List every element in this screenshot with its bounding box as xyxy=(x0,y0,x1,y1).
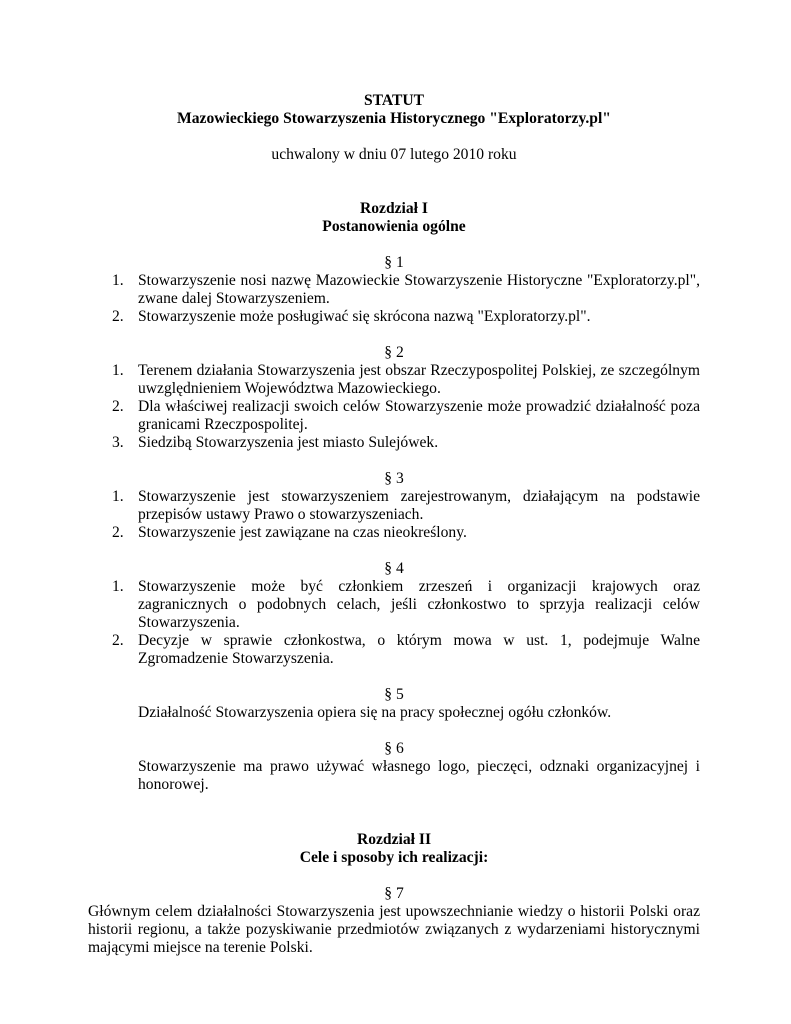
section-2-list xyxy=(88,362,700,452)
section-3-mark: § 3 xyxy=(384,470,404,487)
document-page xyxy=(88,92,700,957)
item-text: Stowarzyszenie może posługiwać się skrócona nazwą "Exploratorzy.pl". xyxy=(138,308,591,325)
chapter-1-subtitle: Postanowienia ogólne xyxy=(322,218,466,235)
item-text: Stowarzyszenie może być członkiem zrzeszeń i organizacji krajowych oraz zagranicznych o podobnych celach, jeśli członkostwo to sprzyja realizacji celów Stowarzyszenia. xyxy=(138,578,700,631)
section-1-mark: § 1 xyxy=(384,254,404,271)
section-4-mark: § 4 xyxy=(384,560,404,577)
item-number: 1. xyxy=(112,362,124,379)
section-7-mark: § 7 xyxy=(384,885,404,902)
section-3-list xyxy=(88,488,700,542)
section-5-mark: § 5 xyxy=(384,686,404,703)
item-number: 2. xyxy=(112,524,124,541)
item-number: 2. xyxy=(112,308,124,325)
chapter-2 xyxy=(88,831,700,957)
item-number: 2. xyxy=(112,398,124,415)
document-title: STATUT xyxy=(363,92,425,109)
list-item xyxy=(88,272,700,308)
list-item xyxy=(88,524,700,542)
item-number: 2. xyxy=(112,632,124,649)
list-item xyxy=(88,434,700,452)
list-item xyxy=(88,398,700,434)
chapter-2-title: Rozdział II xyxy=(356,831,432,848)
item-number: 1. xyxy=(112,272,124,289)
chapter-2-subtitle: Cele i sposoby ich realizacji: xyxy=(299,849,489,866)
list-item xyxy=(88,308,700,326)
section-5-text: Działalność Stowarzyszenia opiera się na pracy społecznej ogółu członków. xyxy=(138,704,612,721)
section-2-mark: § 2 xyxy=(384,344,404,361)
item-number: 3. xyxy=(112,434,124,451)
item-text: Terenem działania Stowarzyszenia jest obszar Rzeczypospolitej Polskiej, ze szczególnym uwzględnieniem Województwa Mazowieckiego. xyxy=(138,362,700,397)
item-text: Stowarzyszenie jest zawiązane na czas nieokreślony. xyxy=(138,524,467,541)
item-text: Dla właściwej realizacji swoich celów Stowarzyszenie może prowadzić działalność poza granicami Rzeczpospolitej. xyxy=(138,398,700,433)
section-1-list xyxy=(88,272,700,326)
item-text: Stowarzyszenie jest stowarzyszeniem zarejestrowanym, działającym na podstawie przepisów ustawy Prawo o stowarzyszeniach. xyxy=(138,488,700,523)
item-number: 1. xyxy=(112,578,124,595)
list-item xyxy=(88,632,700,668)
list-item xyxy=(88,488,700,524)
section-4-list xyxy=(88,578,700,668)
item-text: Decyzje w sprawie członkostwa, o którym mowa w ust. 1, podejmuje Walne Zgromadzenie Stowarzyszenia. xyxy=(138,632,700,667)
section-7-text: Głównym celem działalności Stowarzyszenia jest upowszechnianie wiedzy o historii Polski oraz historii regionu, a także pozyskiwanie przedmiotów związanych z wydarzeniami historycznymi mającymi miejsce na terenie Polski. xyxy=(88,903,700,956)
item-text: Siedzibą Stowarzyszenia jest miasto Sulejówek. xyxy=(138,434,439,451)
section-6-text: Stowarzyszenie ma prawo używać własnego logo, pieczęci, odznaki organizacyjnej i honorowej. xyxy=(138,758,700,793)
item-number: 1. xyxy=(112,488,124,505)
chapter-1 xyxy=(88,200,700,794)
adoption-date: uchwalony w dniu 07 lutego 2010 roku xyxy=(271,146,517,163)
list-item xyxy=(88,362,700,398)
chapter-1-title: Rozdział I xyxy=(359,200,428,217)
list-item xyxy=(88,578,700,632)
document-subtitle: Mazowieckiego Stowarzyszenia Historycznego "Exploratorzy.pl" xyxy=(177,110,611,127)
item-text: Stowarzyszenie nosi nazwę Mazowieckie Stowarzyszenie Historyczne "Exploratorzy.pl", zwane dalej Stowarzyszeniem. xyxy=(138,272,700,307)
section-6-mark: § 6 xyxy=(384,740,404,757)
